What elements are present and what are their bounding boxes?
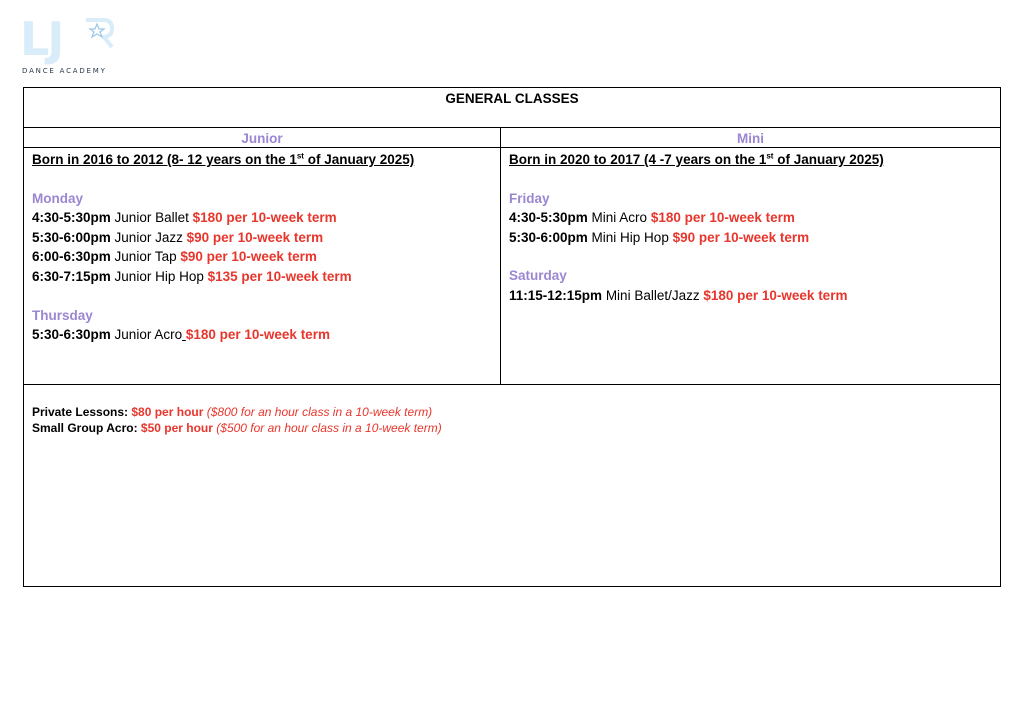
- class-time: 5:30-6:30pm: [32, 327, 111, 343]
- junior-body: [24, 148, 500, 345]
- class-name: Junior Tap: [110, 249, 181, 265]
- extra-rate: $50 per hour: [140, 421, 213, 435]
- class-price: $180 per 10-week term: [650, 210, 795, 226]
- day-heading-monday: Monday: [32, 190, 84, 206]
- junior-born-range: [32, 150, 500, 170]
- mini-body: [501, 148, 1000, 306]
- mini-heading: Mini: [501, 128, 1000, 148]
- class-price: $90 per 10-week term: [180, 249, 317, 265]
- class-name: Mini Ballet/Jazz: [602, 287, 704, 303]
- class-name: Mini Hip Hop: [587, 229, 673, 245]
- extra-rate: $80 per hour: [131, 405, 204, 419]
- logo-letters: LJ: [20, 12, 63, 66]
- class-line: [32, 325, 500, 345]
- class-time: 11:15-12:15pm: [509, 287, 603, 303]
- extra-note: ($500 for an hour class in a 10-week term): [212, 421, 442, 435]
- class-time: 6:30-7:15pm: [32, 268, 111, 284]
- class-line: [32, 208, 500, 228]
- class-name: Junior Hip Hop: [110, 268, 208, 284]
- junior-born-sup: st: [296, 151, 304, 161]
- class-time: 4:30-5:30pm: [509, 210, 588, 226]
- page-title: GENERAL CLASSES: [24, 88, 1000, 128]
- extra-note: ($800 for an hour class in a 10-week term): [203, 405, 433, 419]
- logo-subtitle: DANCE ACADEMY: [22, 67, 107, 75]
- class-time: 5:30-6:00pm: [32, 229, 111, 245]
- junior-heading: Junior: [24, 128, 500, 148]
- extra-label: Private Lessons:: [32, 405, 132, 419]
- class-price: $180 per 10-week term: [703, 287, 848, 303]
- junior-column: [24, 128, 501, 384]
- mini-born-prefix: Born in 2020 to 2017 (4 -7 years on the 1: [509, 152, 767, 167]
- class-line: [509, 208, 1000, 228]
- class-schedule-table: [23, 87, 1001, 587]
- day-heading-saturday: Saturday: [509, 268, 567, 284]
- class-price: $180 per 10-week term: [185, 327, 330, 343]
- age-group-columns: [24, 128, 1000, 385]
- day-heading-thursday: Thursday: [32, 307, 93, 323]
- extra-line: [32, 404, 1000, 420]
- extra-line: [32, 420, 1000, 436]
- class-price: $90 per 10-week term: [672, 229, 810, 245]
- private-lessons-section: [24, 385, 1000, 436]
- class-line: [32, 228, 500, 248]
- mini-born-sup: st: [766, 151, 774, 161]
- mini-born-range: [509, 150, 1000, 170]
- class-name: Junior Ballet: [110, 210, 193, 226]
- mini-born-suffix: of January 2025): [773, 152, 884, 167]
- day-heading-friday: Friday: [509, 190, 550, 206]
- class-price: $90 per 10-week term: [186, 229, 324, 245]
- class-time: 4:30-5:30pm: [32, 210, 111, 226]
- academy-logo: [20, 14, 120, 78]
- class-price: $180 per 10-week term: [192, 210, 337, 226]
- class-time: 6:00-6:30pm: [32, 249, 111, 265]
- class-line: [509, 286, 1000, 306]
- class-line: [32, 247, 500, 267]
- class-name: Mini Acro: [587, 210, 651, 226]
- class-line: [32, 267, 500, 287]
- class-line: [509, 228, 1000, 248]
- class-time: 5:30-6:00pm: [509, 229, 588, 245]
- mini-column: [501, 128, 1000, 384]
- class-price: $135 per 10-week term: [207, 268, 352, 284]
- class-name: Junior Jazz: [110, 229, 187, 245]
- class-name: Junior Acro: [110, 327, 183, 343]
- extra-label: Small Group Acro:: [32, 421, 141, 435]
- junior-born-prefix: Born in 2016 to 2012 (8- 12 years on the 1: [32, 152, 297, 167]
- junior-born-suffix: of January 2025): [303, 152, 415, 167]
- star-icon: [84, 18, 114, 48]
